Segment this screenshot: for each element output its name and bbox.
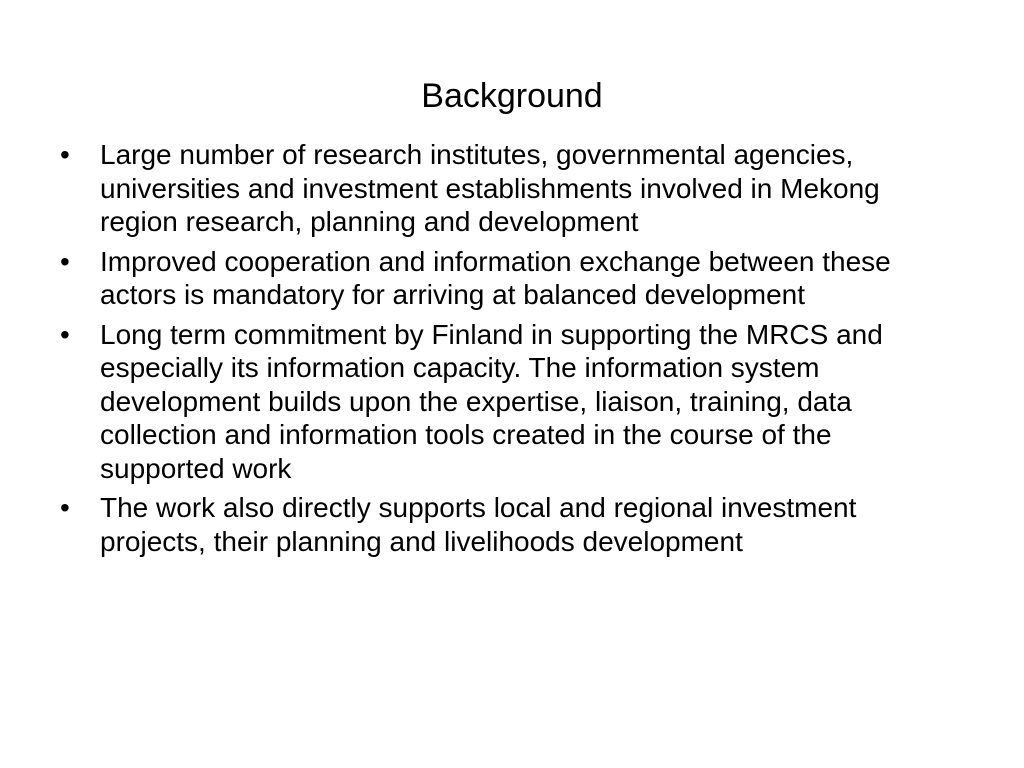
bullet-text: Long term commitment by Finland in supporting the MRCS and especially its information capacity. The information system development builds upon the expertise, liaison, training, data collection and information tools created in the course of the supported work — [100, 318, 883, 484]
bullet-item — [60, 245, 960, 312]
slide-title: Background — [421, 77, 603, 115]
bullet-dot-icon: • — [60, 139, 70, 170]
bullet-dot-icon: • — [60, 318, 70, 350]
bullet-text: Improved cooperation and information exchange between these actors is mandatory for arriving at balanced development — [100, 245, 891, 310]
bullet-dot-icon: • — [60, 492, 70, 523]
bullet-dot-icon: • — [60, 245, 70, 277]
bullet-item — [60, 491, 960, 558]
bullet-text: The work also directly supports local and regional investment projects, their planning and livelihoods development — [100, 492, 857, 557]
bullet-item — [60, 138, 960, 239]
bullet-item — [60, 318, 960, 486]
bullet-text: Large number of research institutes, governmental agencies, universities and investment establishments involved in Mekong region research, planning and development — [100, 139, 880, 237]
bullet-list — [60, 138, 960, 564]
